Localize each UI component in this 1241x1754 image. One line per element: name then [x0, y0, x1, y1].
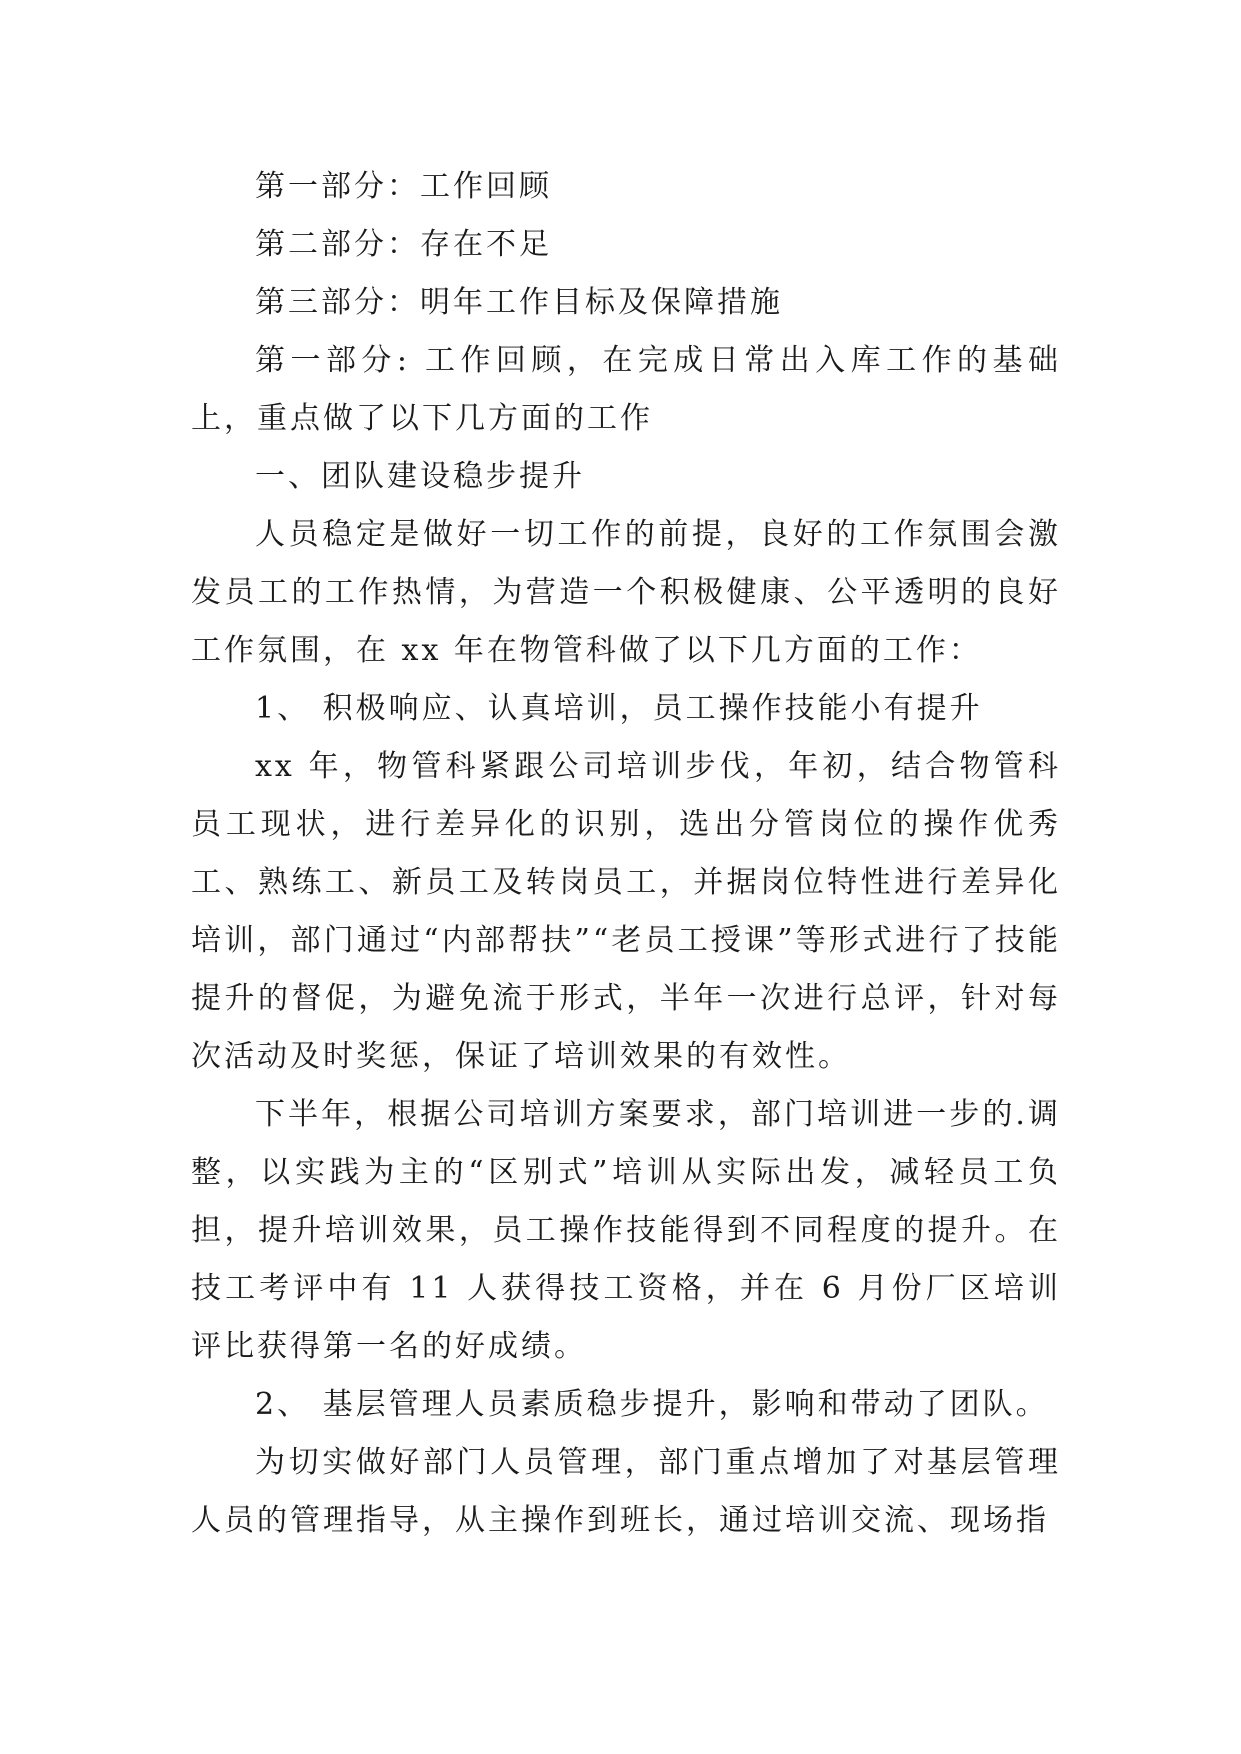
item-heading-training: 1、 积极响应、认真培训，员工操作技能小有提升 [255, 691, 983, 726]
toc-part-two: 第二部分：存在不足 [255, 227, 552, 262]
item-heading-management: 2、 基层管理人员素质稳步提升，影响和带动了团队。 [255, 1387, 1049, 1422]
paragraph-training-details: xx 年，物管科紧跟公司培训步伐，年初，结合物管科员工现状，进行差异化的识别，选出分管岗位的操作优秀工、熟练工、新员工及转岗员工，并据岗位特性进行差异化培训，部门通过“内部帮扶”“老员工授课”等形式进行了技能提升的督促，为避免流于形式，半年一次进行总评，针对每次活动及时奖惩，保证了培训效果的有效性。 [191, 749, 1061, 1074]
paragraph-management-guidance: 为切实做好部门人员管理，部门重点增加了对基层管理人员的管理指导，从主操作到班长，通过培训交流、现场指 [191, 1445, 1061, 1538]
section-heading-team-building: 一、团队建设稳步提升 [255, 459, 585, 494]
toc-part-one: 第一部分：工作回顾 [255, 169, 552, 204]
paragraph-staff-stability: 人员稳定是做好一切工作的前提，良好的工作氛围会激发员工的工作热情，为营造一个积极健康、公平透明的良好工作氛围，在 xx 年在物管科做了以下几方面的工作： [191, 517, 1061, 668]
toc-part-three: 第三部分：明年工作目标及保障措施 [255, 285, 783, 320]
part-one-intro: 第一部分: 工作回顾，在完成日常出入库工作的基础上，重点做了以下几方面的工作 [191, 343, 1061, 436]
paragraph-second-half-training: 下半年，根据公司培训方案要求，部门培训进一步的.调整，以实践为主的“区别式”培训从实际出发，减轻员工负担，提升培训效果，员工操作技能得到不同程度的提升。在技工考评中有 11 人获得技工资格，并在 6 月份厂区培训评比获得第一名的好成绩。 [191, 1097, 1061, 1364]
document-body [191, 158, 1061, 1550]
